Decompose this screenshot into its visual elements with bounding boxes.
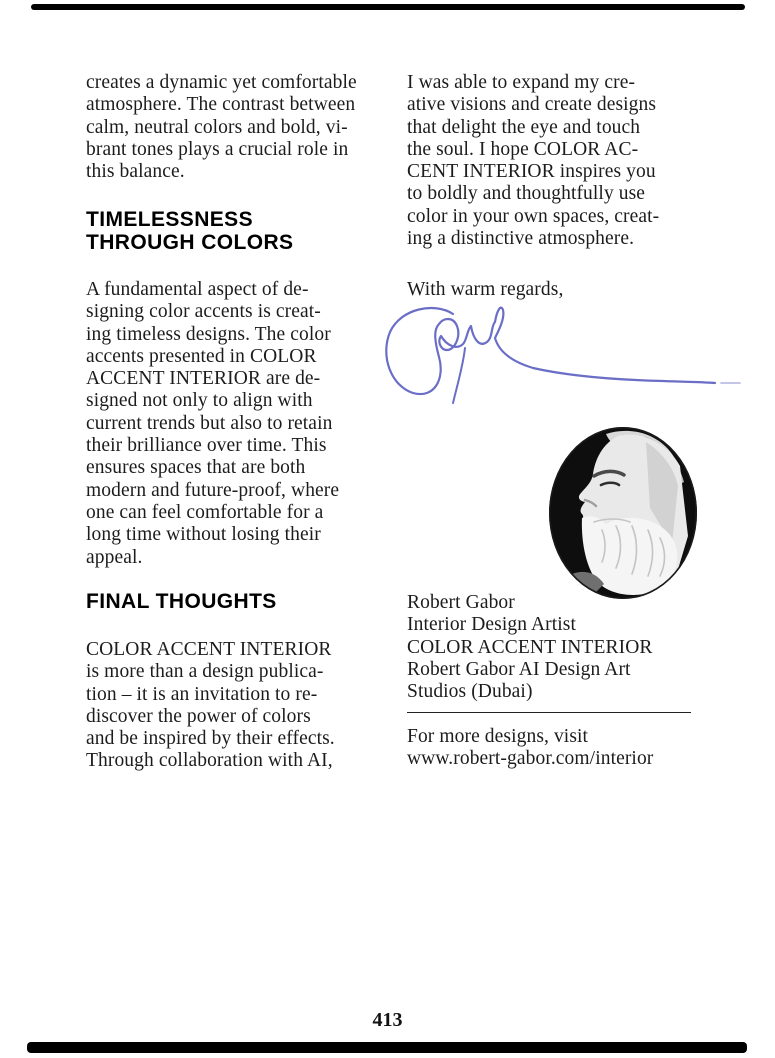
paragraph-final-thoughts: COLOR ACCENT INTERIOR is more than a design publica- tion – it is an invitation to re- discover the power of colors and be inspired by their effects. Through collaboration with AI, bbox=[86, 639, 335, 772]
closing-salutation: With warm regards, bbox=[407, 279, 564, 300]
signature-image bbox=[383, 300, 745, 405]
page-number: 413 bbox=[372, 1009, 403, 1031]
scan-edge-bottom-bar bbox=[27, 1042, 747, 1053]
paragraph-timelessness: A fundamental aspect of de- signing color accents is creat- ing timeless designs. The color accents presented in COLOR ACCENT INTERIOR are de- signed not only to align with current trends but also to retain their brilliance over time. This ensures spaces that are both modern and future-proof, where one can feel comfortable for a long time without losing their appeal. bbox=[86, 279, 340, 568]
paragraph-creative-visions: I was able to expand my cre- ative visions and create designs that delight the eye and touch the soul. I hope COLOR AC- CENT INTERIOR inspires you to boldly and thoughtfully use color in your own spaces, creat- ing a distinctive atmosphere. bbox=[407, 72, 660, 250]
heading-final-thoughts: FINAL THOUGHTS bbox=[86, 590, 277, 613]
footer-divider bbox=[407, 712, 691, 713]
portrait-photo bbox=[548, 426, 698, 600]
website-note: For more designs, visit www.robert-gabor.com/interior bbox=[407, 726, 654, 770]
signature-ink-icon bbox=[383, 300, 745, 405]
heading-timelessness-through-colors: TIMELESSNESS THROUGH COLORS bbox=[86, 208, 294, 254]
author-credits: Robert Gabor Interior Design Artist COLOR ACCENT INTERIOR Robert Gabor AI Design Art Studios (Dubai) bbox=[407, 592, 653, 703]
author-portrait-icon bbox=[548, 426, 698, 600]
scan-edge-top-bar bbox=[31, 4, 745, 10]
paragraph-balance: creates a dynamic yet comfortable atmosphere. The contrast between calm, neutral colors and bold, vi- brant tones plays a crucial role in this balance. bbox=[86, 72, 357, 183]
